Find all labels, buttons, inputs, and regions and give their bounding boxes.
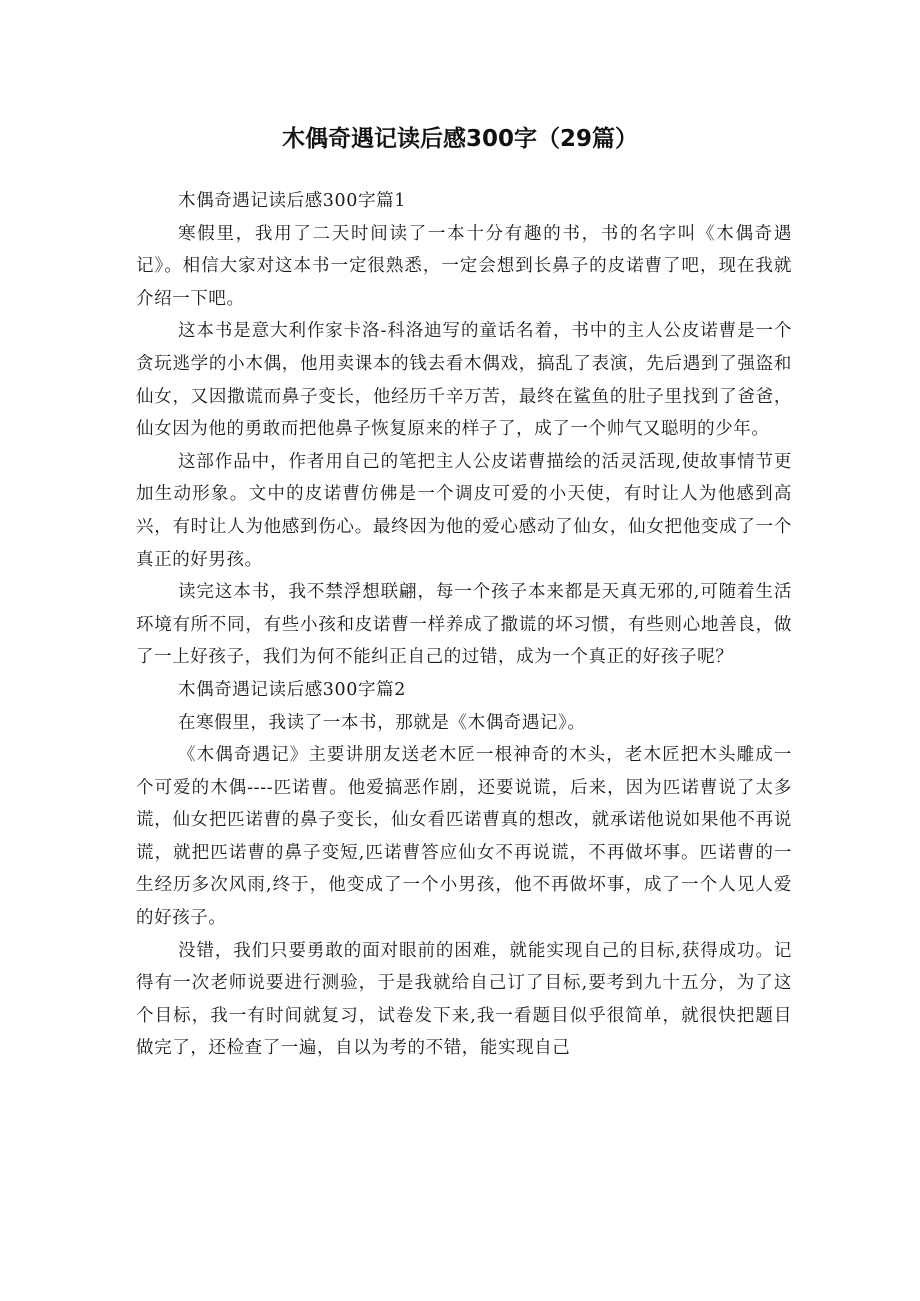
paragraph: 读完这本书，我不禁浮想联翩，每一个孩子本来都是天真无邪的,可随着生活环境有所不同，有些小孩和皮诺曹一样养成了撒谎的坏习惯，有些则心地善良，做了一上好孩子，我们为何不能纠正自己的过错，成为一个真正的好孩子呢？ (136, 582, 792, 668)
section-heading-2: 木偶奇遇记读后感300字篇2 (178, 679, 406, 700)
paragraph: 寒假里，我用了二天时间读了一本十分有趣的书，书的名字叫《木偶奇遇记》。相信大家对这本书一定很熟悉，一定会想到长鼻子的皮诺曹了吧，现在我就介绍一下吧。 (136, 223, 792, 309)
document-body (136, 185, 792, 1065)
paragraph: 没错，我们只要勇敢的面对眼前的困难，就能实现自己的目标,获得成功。记得有一次老师说要进行测验，于是我就给自己订了目标,要考到九十五分，为了这个目标，我一有时间就复习，试卷发下来,我一看题目似乎很简单，就很快把题目做完了，还检查了一遍，自以为考的不错，能实现自己 (136, 940, 792, 1059)
paragraph: 这本书是意大利作家卡洛-科洛迪写的童话名着，书中的主人公皮诺曹是一个贪玩逃学的小木偶，他用卖课本的钱去看木偶戏，搞乱了表演，先后遇到了强盗和仙女，又因撒谎而鼻子变长，他经历千辛万苦，最终在鲨鱼的肚子里找到了爸爸，仙女因为他的勇敢而把他鼻子恢复原来的样子了，成了一个帅气又聪明的少年。 (136, 321, 792, 440)
paragraph: 这部作品中，作者用自己的笔把主人公皮诺曹描绘的活灵活现,使故事情节更加生动形象。文中的皮诺曹仿佛是一个调皮可爱的小天使，有时让人为他感到高兴，有时让人为他感到伤心。最终因为他的爱心感动了仙女，仙女把他变成了一个真正的好男孩。 (136, 451, 792, 570)
document-title: 木偶奇遇记读后感300字（29篇） (281, 126, 639, 152)
paragraph: 在寒假里，我读了一本书，那就是《木偶奇遇记》。 (178, 712, 586, 733)
paragraph: 《木偶奇遇记》主要讲朋友送老木匠一根神奇的木头，老木匠把木头雕成一个可爱的木偶----匹诺曹。他爱搞恶作剧，还要说谎，后来，因为匹诺曹说了太多谎，仙女把匹诺曹的鼻子变长，仙女看匹诺曹真的想改，就承诺他说如果他不再说谎，就把匹诺曹的鼻子变短,匹诺曹答应仙女不再说谎，不再做坏事。匹诺曹的一生经历多次风雨,终于，他变成了一个小男孩，他不再做坏事，成了一个人见人爱的好孩子。 (136, 745, 792, 929)
section-heading-1: 木偶奇遇记读后感300字篇1 (178, 191, 406, 211)
